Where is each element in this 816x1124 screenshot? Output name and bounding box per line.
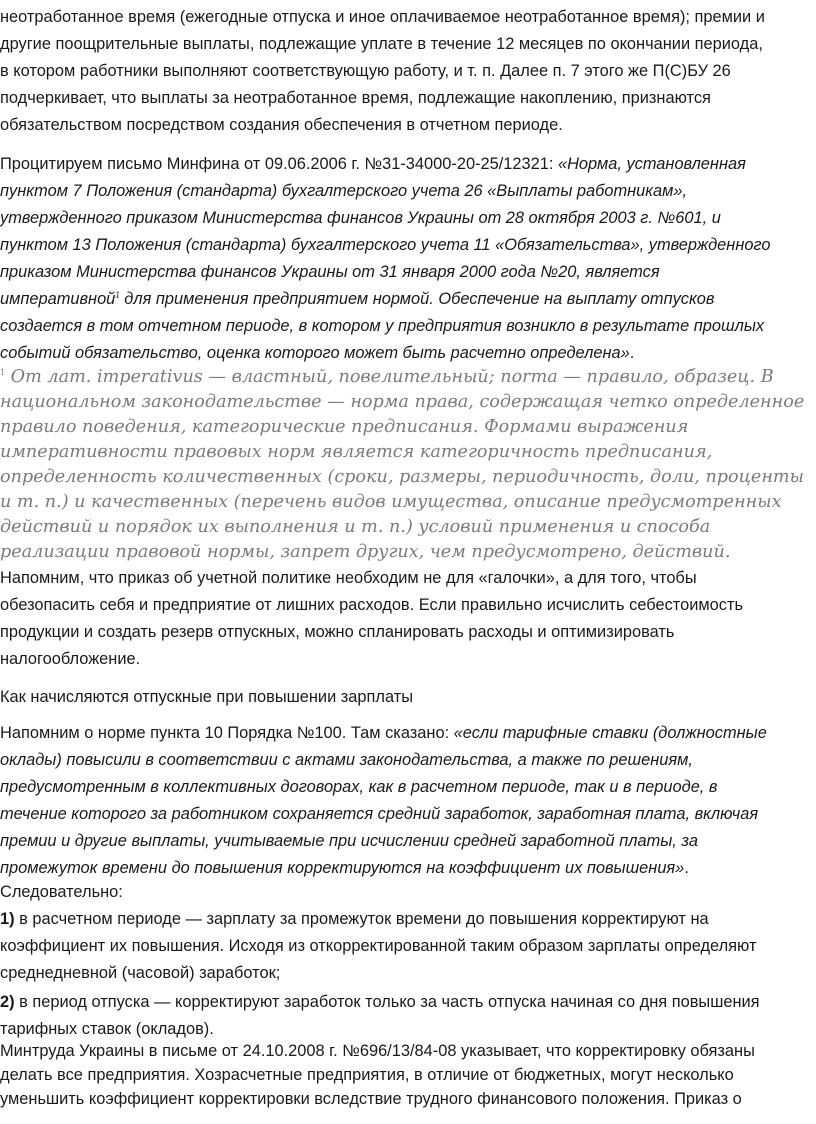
paragraph-1-line-4: подчеркивает, что выплаты за неотработанное время, подлежащие накоплению, признаются xyxy=(0,89,711,107)
paragraph-5-line-3: уменьшить коэффициент корректировки вследствие трудного финансового положения. Приказ о xyxy=(0,1090,742,1108)
norm-quote-period: . xyxy=(684,859,689,877)
list-item-1-line-3: среднедневной (часовой) заработок; xyxy=(0,964,281,982)
footnote-line-7: действий и порядок их выполнения и т. п.) условий применения и способа xyxy=(0,517,711,537)
footnote-line-2: национальном законодательстве — норма права, содержащая четко определенное xyxy=(0,392,805,412)
paragraph-2-line-2: пунктом 7 Положения (стандарта) бухгалтерского учета 26 «Выплаты работникам», xyxy=(0,182,688,200)
quote-end: событий обязательство, оценка которого может быть расчетно определена» xyxy=(0,344,630,362)
paragraph-4-line-1 xyxy=(0,720,767,746)
norm-intro: Напомним о норме пункта 10 Порядка №100. Там сказано: xyxy=(0,724,454,742)
list-item-1-text: в расчетном периоде — зарплату за промежуток времени до повышения корректируют на xyxy=(14,910,709,928)
paragraph-2-line-6 xyxy=(0,286,714,312)
footnote-line-4: императивности правовых норм является категоричность предписания, xyxy=(0,442,713,462)
list-item-2-line-2: тарифных ставок (окладов). xyxy=(0,1020,214,1038)
paragraph-1-line-3: в котором работники выполняют соответствующую работу, и т. п. Далее п. 7 этого же П(С)БУ 26 xyxy=(0,62,731,80)
paragraph-4-line-4: течение которого за работником сохраняется средний заработок, заработная плата, включая xyxy=(0,805,759,823)
paragraph-1-line-1: неотработанное время (ежегодные отпуска и иное оплачиваемое неотработанное время); премии и xyxy=(0,8,765,26)
norm-quote-end: промежуток времени до повышения корректируются на коэффициент их повышения» xyxy=(0,859,685,877)
paragraph-2-line-4: пунктом 13 Положения (стандарта) бухгалтерского учета 11 «Обязательства», утвержденного xyxy=(0,236,771,254)
footnote-line-1 xyxy=(0,365,774,390)
list-item-1-line-1 xyxy=(0,906,709,932)
footnote-text-start: От лат. imperativus — властный, повелительный; norma — правило, образец. В xyxy=(5,367,774,387)
paragraph-2-line-8 xyxy=(0,340,634,366)
imperative-word: императивной xyxy=(0,290,116,308)
quote-start: «Норма, установленная xyxy=(557,155,746,173)
paragraph-2-line-1 xyxy=(0,151,746,177)
footnote-reference[interactable]: 1 xyxy=(115,290,120,300)
paragraph-3-line-1: Напомним, что приказ об учетной политике необходим не для «галочки», а для того, чтобы xyxy=(0,569,697,587)
paragraph-1-line-2: другие поощрительные выплаты, подлежащие уплате в течение 12 месяцев по окончании периода, xyxy=(0,35,763,53)
paragraph-4-line-3: предусмотренным в коллективных договорах, как в расчетном периоде, так и в периоде, в xyxy=(0,778,718,796)
paragraph-2-line-7: создается в том отчетном периоде, в котором у предприятия возникло в результате прошлых xyxy=(0,317,765,335)
footnote-line-8: реализации правовой нормы, запрет других, чем предусмотрено, действий. xyxy=(0,542,731,562)
footnote-line-3: правило поведения, категорические предписания. Формами выражения xyxy=(0,417,689,437)
list-item-1-line-2: коэффициент их повышения. Исходя из откорректированной таким образом зарплаты определяют xyxy=(0,937,757,955)
paragraph-4-line-2: оклады) повысили в соответствии с актами законодательства, а также по решениям, xyxy=(0,751,693,769)
footnote-line-6: и т. п.) и качественных (перечень видов имущества, описание предусмотренных xyxy=(0,492,782,512)
norm-quote-start: «если тарифные ставки (должностные xyxy=(453,724,767,742)
list-item-2-text: в период отпуска — корректируют заработок только за часть отпуска начиная со дня повышения xyxy=(14,993,760,1011)
quote-period: . xyxy=(629,344,635,362)
quote-intro: Процитируем письмо Минфина от 09.06.2006 г. №31-34000-20-25/12321: xyxy=(0,155,558,173)
paragraph-2-line-3: утвержденного приказом Министерства финансов Украины от 28 октября 2003 г. №601, и xyxy=(0,209,721,227)
paragraph-3-line-4: налогообложение. xyxy=(0,650,141,668)
list-item-1-number: 1) xyxy=(0,910,15,928)
paragraph-5-line-2: делать все предприятия. Хозрасчетные предприятия, в отличие от бюджетных, могут несколько xyxy=(0,1066,734,1084)
list-item-2-number: 2) xyxy=(0,993,15,1011)
paragraph-3-line-3: продукции и создать резерв отпускных, можно спланировать расходы и оптимизировать xyxy=(0,623,675,641)
paragraph-4-line-6 xyxy=(0,855,689,881)
paragraph-5-line-1: Минтруда Украины в письме от 24.10.2008 г. №696/13/84-08 указывает, что корректировку обязаны xyxy=(0,1042,755,1060)
footnote-mark: 1 xyxy=(0,368,6,378)
paragraph-1-line-5: обязательством посредством создания обеспечения в отчетном периоде. xyxy=(0,116,563,134)
paragraph-2-line-5: приказом Министерства финансов Украины от 31 января 2000 года №20, является xyxy=(0,263,660,281)
quote-continuation: для применения предприятием нормой. Обеспечение на выплату отпусков xyxy=(119,290,715,308)
list-item-2-line-1 xyxy=(0,989,760,1015)
paragraph-3-line-2: обезопасить себя и предприятие от лишних расходов. Если правильно исчислить себестоимость xyxy=(0,596,744,614)
section-heading: Как начисляются отпускные при повышении зарплаты xyxy=(0,688,414,706)
footnote-line-5: определенность количественных (сроки, размеры, периодичность, доли, проценты xyxy=(0,467,804,487)
paragraph-4-line-5: премии и другие выплаты, учитываемые при исчислении средней заработной платы, за xyxy=(0,832,698,850)
paragraph-4-line-7: Следовательно: xyxy=(0,883,123,901)
